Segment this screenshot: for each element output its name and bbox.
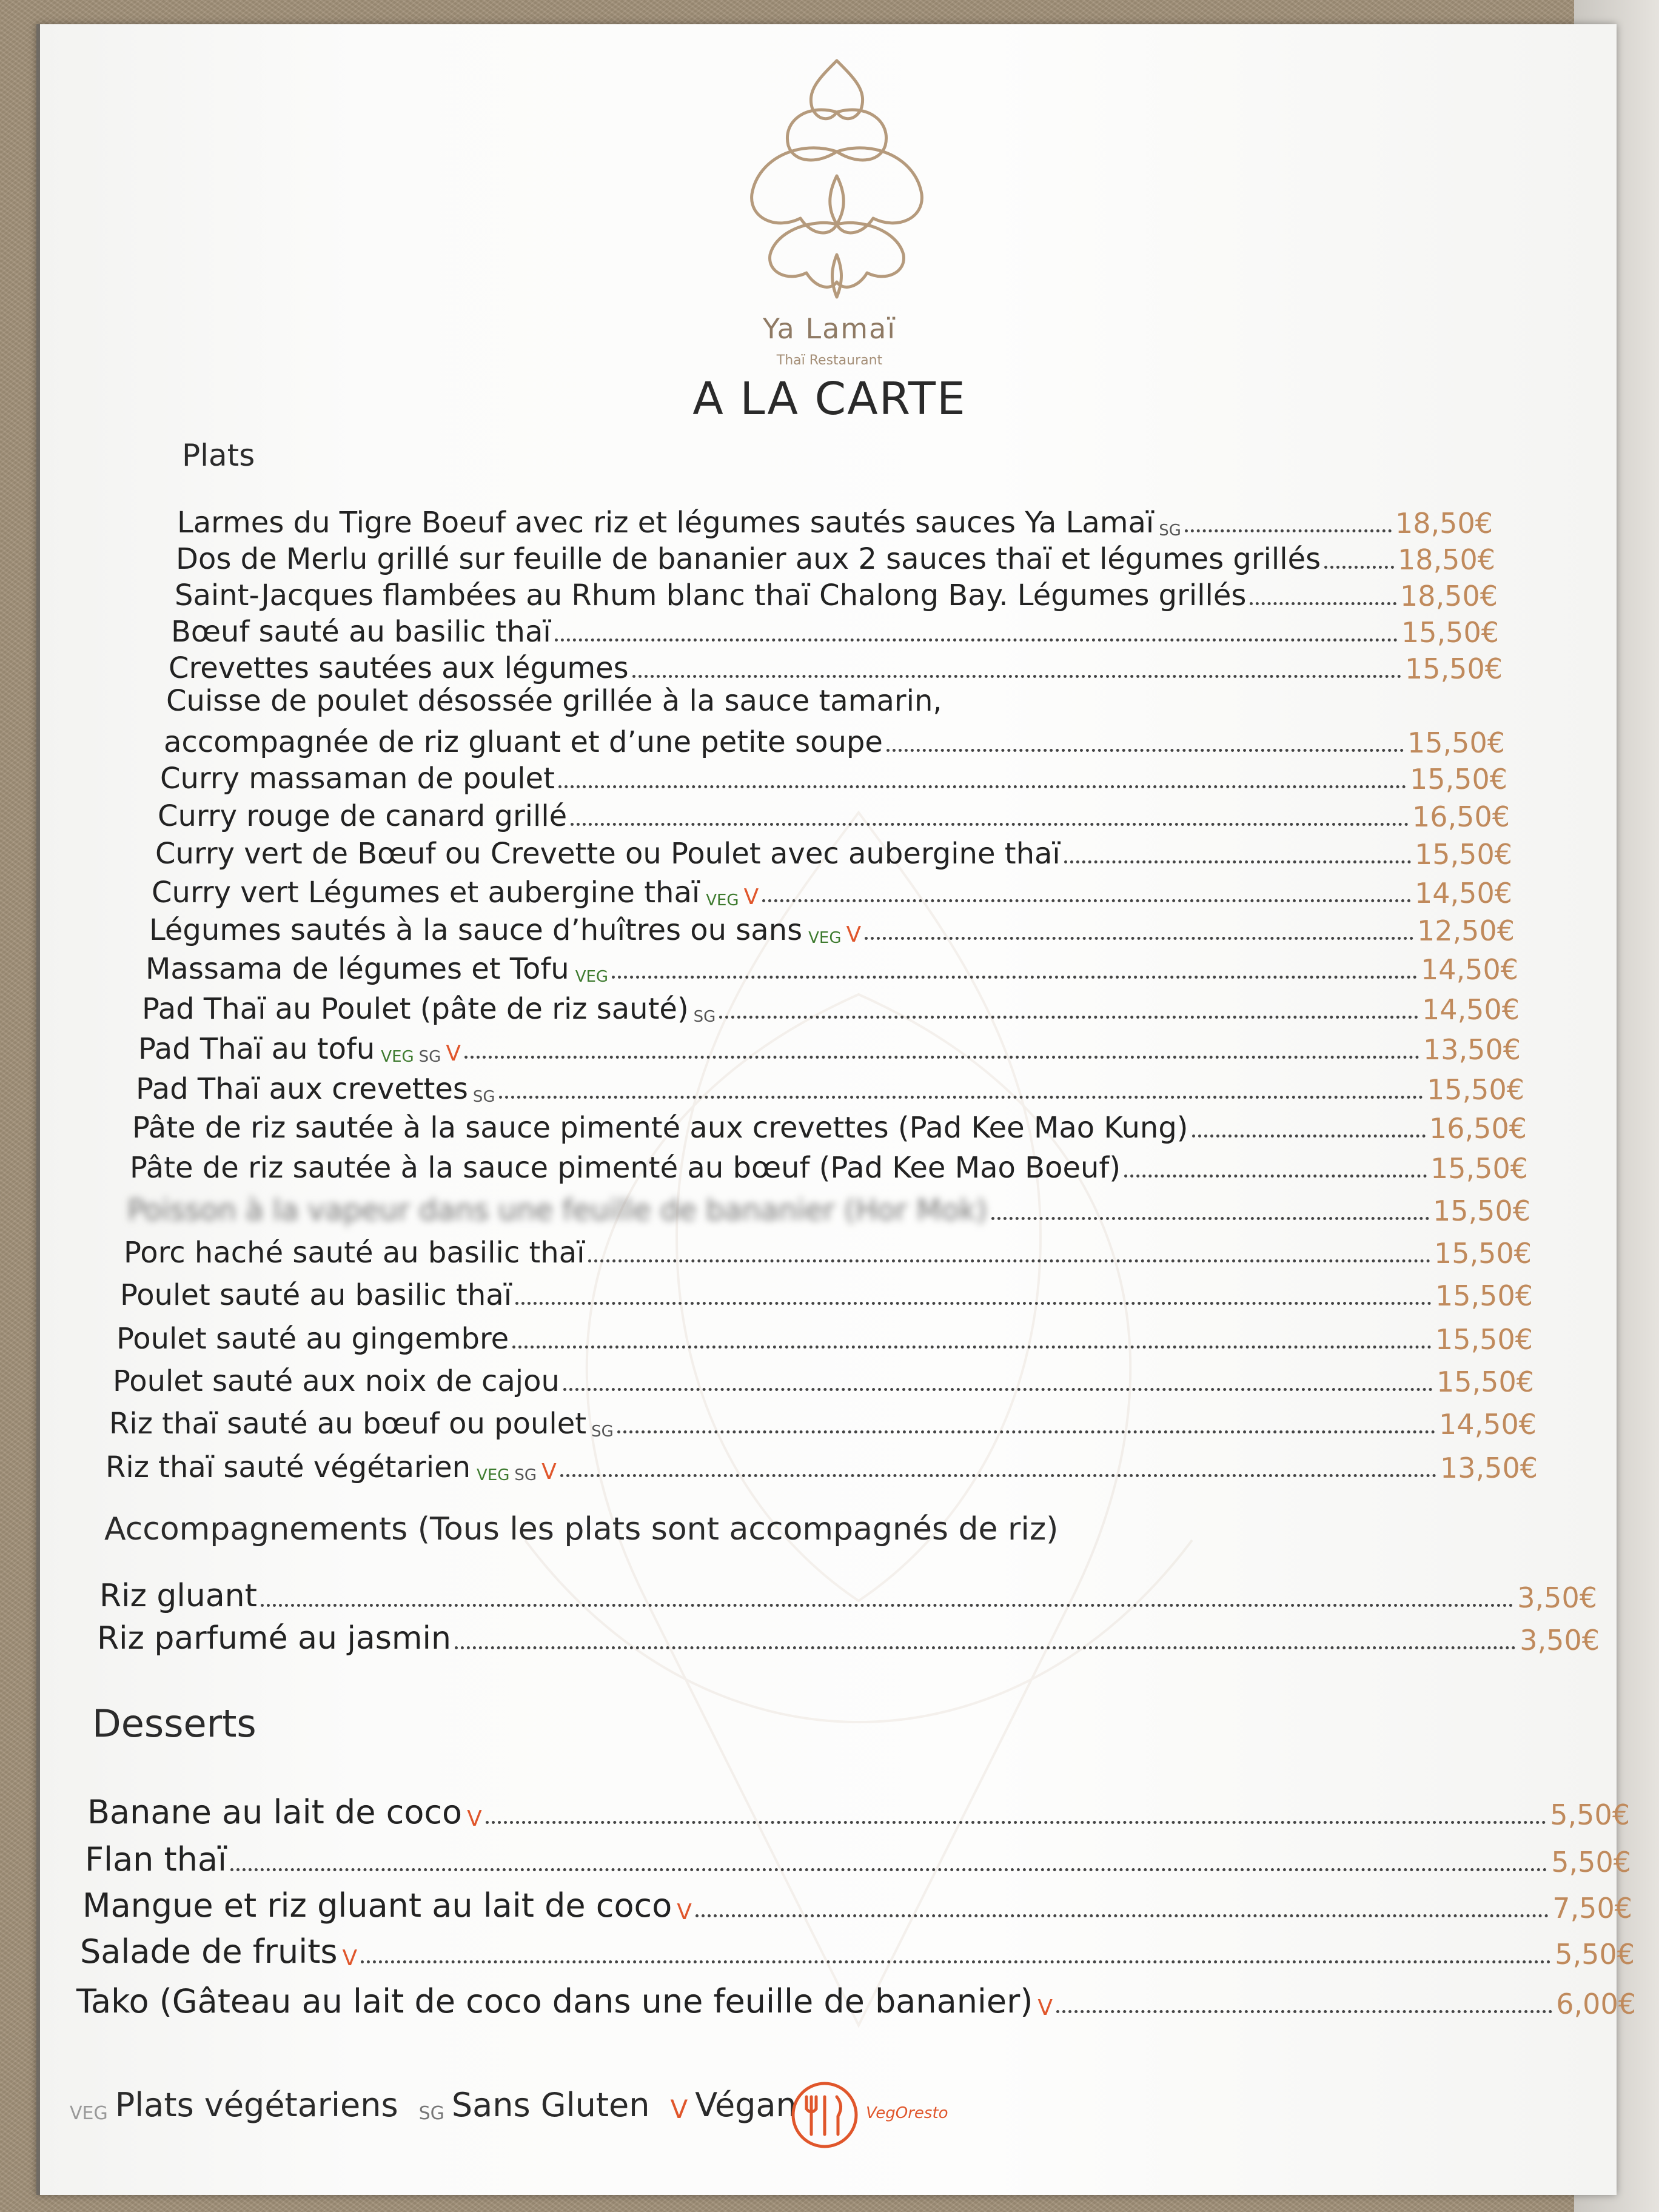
lotus-logo [716, 55, 958, 309]
sans-gluten-tag: SG [693, 1008, 716, 1026]
menu-item-price: 15,50€ [1435, 1279, 1533, 1312]
menu-item-price: 7,50€ [1552, 1892, 1632, 1925]
menu-item-name: Curry vert de Bœuf ou Crevette ou Poulet avec aubergine thaï [155, 837, 1061, 871]
menu-item-price: 5,50€ [1550, 1798, 1630, 1831]
menu-item [158, 796, 1510, 833]
vegan-tag: V [677, 1900, 692, 1925]
menu-item-price: 16,50€ [1412, 800, 1510, 833]
dot-leader [464, 1056, 1419, 1059]
menu-item [106, 1447, 1538, 1484]
menu-item-price: 13,50€ [1423, 1033, 1521, 1066]
dot-leader [1064, 860, 1411, 863]
menu-item-price: 15,50€ [1430, 1152, 1528, 1185]
dot-leader [695, 1914, 1549, 1917]
menu-item-price: 15,50€ [1433, 1195, 1530, 1227]
menu-item-price: 15,50€ [1434, 1237, 1532, 1270]
menu-item-name: Poulet sauté aux noix de cajou [113, 1364, 560, 1398]
vegan-tag: V [743, 885, 759, 910]
veg-tag: VEG [808, 929, 842, 947]
menu-item-price: 14,50€ [1421, 953, 1518, 986]
menu-item-name: Pad Thaï au Poulet (pâte de riz sauté) [142, 992, 689, 1026]
legend-vegan-label: Végan [695, 2086, 797, 2124]
dot-leader [865, 937, 1413, 940]
menu-item-price: 14,50€ [1422, 993, 1520, 1026]
menu-item-name: Mangue et riz gluant au lait de coco [82, 1886, 672, 1925]
menu-item [176, 538, 1495, 576]
menu-item [138, 1028, 1521, 1066]
menu-item-name: Poisson à la vapeur dans une feuille de bananier (Hor Mok) [127, 1193, 988, 1227]
dot-leader [455, 1646, 1516, 1649]
menu-item-price: 15,50€ [1405, 652, 1503, 685]
vegan-tag: V [467, 1806, 482, 1831]
menu-item-name: Salade de fruits [80, 1932, 338, 1971]
menu-item-price: 15,50€ [1435, 1323, 1533, 1356]
dot-leader [612, 976, 1417, 979]
menu-item-price: 15,50€ [1401, 616, 1499, 649]
menu-item-name: Riz thaï sauté au bœuf ou poulet [109, 1407, 587, 1441]
menu-item-price: 14,50€ [1415, 877, 1512, 910]
menu-item-name: Banane au lait de coco [87, 1793, 463, 1831]
menu-item [76, 1983, 1636, 2020]
dot-leader [515, 1302, 1432, 1305]
dot-leader [1124, 1175, 1427, 1178]
vegan-tag: V [541, 1460, 557, 1484]
dot-leader [719, 1016, 1418, 1019]
restaurant-subtitle: Thaï Restaurant [776, 353, 883, 368]
menu-item [136, 1068, 1524, 1106]
menu-item [87, 1794, 1630, 1831]
vegan-tag: V [342, 1946, 358, 1971]
dot-leader [555, 638, 1398, 642]
menu-item-name: Porc haché sauté au basilic thaï [124, 1236, 585, 1270]
dot-leader [261, 1604, 1513, 1607]
section-heading-desserts: Desserts [92, 1701, 256, 1746]
menu-item [124, 1232, 1532, 1270]
dot-leader [486, 1821, 1547, 1824]
dot-leader [499, 1096, 1423, 1099]
menu-item [120, 1275, 1533, 1312]
legend [70, 2086, 797, 2124]
menu-item-price: 3,50€ [1517, 1581, 1597, 1614]
menu-item-name: Saint-Jacques flambées au Rhum blanc thaï Chalong Bay. Légumes grillés [175, 578, 1247, 612]
menu-item-name: Pad Thaï aux crevettes [136, 1072, 468, 1106]
menu-item-name: Riz parfumé au jasmin [97, 1620, 451, 1657]
section-heading-plats: Plats [182, 438, 255, 473]
dot-leader [560, 1474, 1436, 1477]
menu-item-name: Dos de Merlu grillé sur feuille de bananier aux 2 sauces thaï et légumes grillés [176, 542, 1321, 576]
veg-tag: VEG [575, 968, 609, 986]
menu-item-name: Crevettes sautées aux légumes [169, 651, 629, 685]
menu-item [142, 988, 1520, 1026]
dot-leader [230, 1868, 1547, 1871]
dot-leader [991, 1217, 1430, 1220]
veg-tag: VEG [381, 1048, 414, 1066]
menu-item-price: 15,50€ [1407, 726, 1505, 759]
veg-tag: VEG [477, 1466, 510, 1484]
menu-item-name: Curry massaman de poulet [160, 762, 555, 796]
sans-gluten-tag: SG [1159, 521, 1181, 540]
veg-tag: VEG [706, 891, 739, 910]
menu-item [85, 1841, 1631, 1879]
dot-leader [563, 1388, 1433, 1391]
dot-leader [1185, 529, 1392, 532]
menu-item [155, 833, 1512, 871]
sans-gluten-tag: SG [472, 1088, 495, 1106]
menu-item-price: 12,50€ [1417, 914, 1515, 947]
menu-item-price: 15,50€ [1436, 1366, 1534, 1398]
sans-gluten-tag: SG [418, 1048, 441, 1066]
menu-item-price: 5,50€ [1551, 1846, 1631, 1879]
menu-item [175, 575, 1498, 612]
menu-item-name: Pâte de riz sautée à la sauce pimenté aux crevettes (Pad Kee Mao Kung) [132, 1111, 1188, 1145]
dot-leader [1192, 1134, 1426, 1138]
menu-item [171, 611, 1499, 649]
menu-item [146, 948, 1518, 986]
dot-leader [1324, 566, 1394, 569]
menu-item [169, 648, 1503, 685]
dot-leader [1056, 2010, 1552, 2013]
menu-item [164, 722, 1505, 759]
menu-item [152, 872, 1512, 910]
menu-item-name: Pad Thaï au tofu [138, 1032, 375, 1066]
menu-item [99, 1577, 1597, 1614]
vegoresto-logo [788, 2079, 861, 2151]
vegan-tag: V [446, 1041, 461, 1066]
legend-sg-label: Sans Gluten [451, 2086, 650, 2124]
page-title: A LA CARTE [692, 373, 967, 425]
menu-item [113, 1361, 1534, 1398]
legend-veg-tag: VEG [70, 2103, 108, 2124]
menu-item-name: Poulet sauté au gingembre [116, 1322, 509, 1356]
dot-leader [762, 899, 1411, 902]
menu-item-name: Flan thaï [85, 1840, 227, 1879]
menu-item-price: 16,50€ [1429, 1112, 1527, 1145]
dot-leader [632, 675, 1401, 678]
menu-item-name: accompagnée de riz gluant et d’une petite soupe [164, 725, 883, 759]
dot-leader [1250, 602, 1396, 605]
restaurant-name: Ya Lamaï [762, 312, 897, 345]
menu-item [149, 910, 1515, 947]
menu-item [116, 1318, 1533, 1356]
dot-leader [361, 1960, 1551, 1963]
dot-leader [617, 1430, 1435, 1433]
menu-item-name: Riz gluant [99, 1578, 258, 1614]
menu-item-name: Larmes du Tigre Boeuf avec riz et légumes sautés sauces Ya Lamaï [177, 506, 1155, 540]
menu-item [132, 1107, 1527, 1145]
menu-item-price: 15,50€ [1415, 838, 1512, 871]
vegoresto-label: VegOresto [866, 2104, 948, 2122]
dot-leader [512, 1346, 1432, 1349]
vegan-tag: V [846, 922, 862, 947]
menu-item [160, 758, 1507, 796]
menu-item-price: 5,50€ [1555, 1938, 1635, 1971]
menu-item-name: Tako (Gâteau au lait de coco dans une feuille de bananier) [76, 1982, 1033, 2020]
menu-item [127, 1190, 1530, 1227]
vegan-tag: V [1037, 1996, 1053, 2020]
legend-vegan-tag: V [670, 2094, 688, 2124]
legend-veg-label: Plats végétariens [115, 2086, 398, 2124]
menu-item-price: 3,50€ [1520, 1624, 1600, 1657]
menu-item [109, 1403, 1537, 1441]
legend-sg-tag: SG [418, 2103, 444, 2124]
menu-item-price: 14,50€ [1439, 1408, 1537, 1441]
menu-item-price: 15,50€ [1427, 1073, 1524, 1106]
menu-item-name: Curry vert Légumes et aubergine thaï [152, 876, 700, 910]
menu-item-price: 6,00€ [1556, 1988, 1636, 2020]
dot-leader [886, 749, 1404, 752]
dot-leader [571, 823, 1409, 826]
menu-item [130, 1147, 1528, 1185]
section-heading-accompagnements: Accompagnements (Tous les plats sont accompagnés de riz) [104, 1511, 1059, 1547]
dot-leader [588, 1259, 1430, 1262]
menu-item [177, 502, 1493, 540]
menu-item [97, 1619, 1600, 1657]
menu-item-name: Curry rouge de canard grillé [158, 799, 568, 833]
menu-item [80, 1933, 1635, 1971]
menu-item-price: 18,50€ [1400, 580, 1498, 612]
menu-item-name: Pâte de riz sautée à la sauce pimenté au bœuf (Pad Kee Mao Boeuf) [130, 1151, 1121, 1185]
menu-item-price: 18,50€ [1395, 507, 1493, 540]
menu-item-name: Riz thaï sauté végétarien [106, 1450, 471, 1484]
menu-item-name: Légumes sautés à la sauce d’huîtres ou sans [149, 913, 803, 947]
dot-leader [558, 785, 1406, 788]
menu-item-price: 15,50€ [1410, 763, 1507, 796]
menu-item-price: 13,50€ [1440, 1452, 1538, 1484]
menu-item-price: 18,50€ [1398, 543, 1495, 576]
menu-item-name: Massama de légumes et Tofu [146, 952, 569, 986]
menu-item-name-line1: Cuisse de poulet désossée grillée à la sauce tamarin, [166, 684, 942, 718]
sans-gluten-tag: SG [514, 1466, 537, 1484]
sans-gluten-tag: SG [591, 1423, 614, 1441]
menu-item [82, 1887, 1632, 1925]
menu-item-name: Bœuf sauté au basilic thaï [171, 615, 551, 649]
menu-item-name: Poulet sauté au basilic thaï [120, 1278, 512, 1312]
